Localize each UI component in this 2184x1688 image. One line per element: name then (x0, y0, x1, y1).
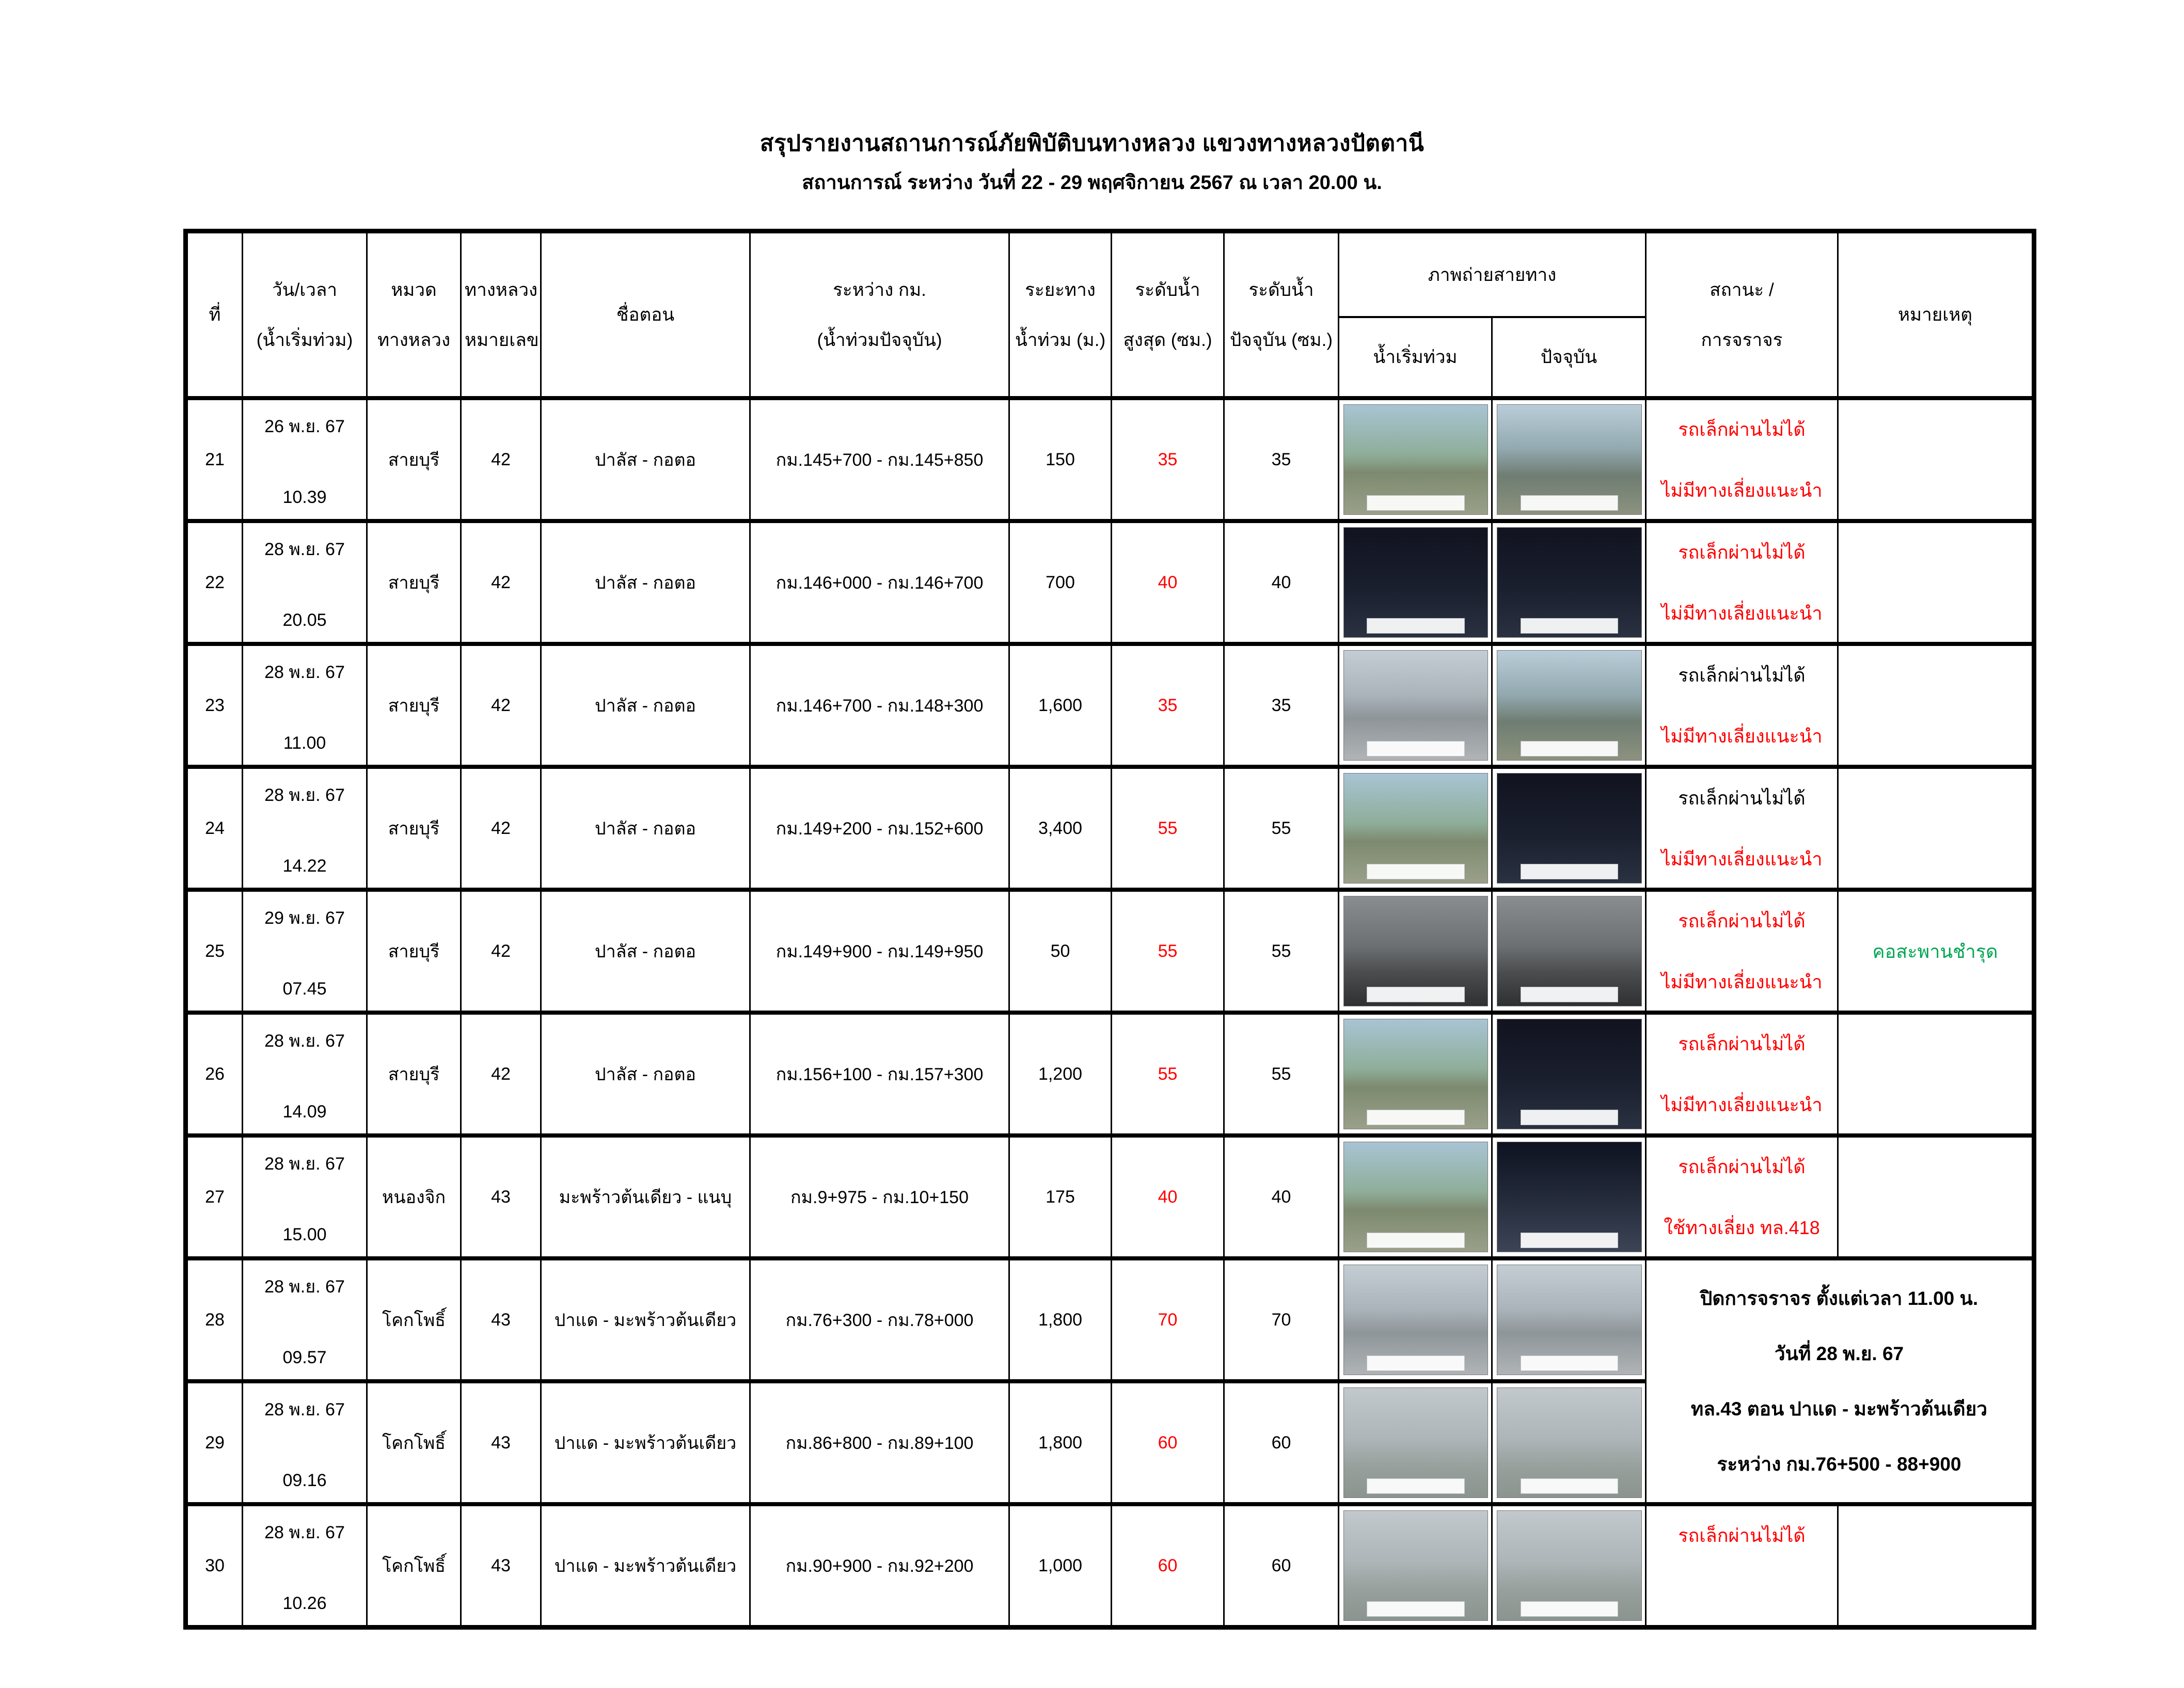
status-line2: ไม่มีทางเลี่ยงแนะนำ (1661, 971, 1823, 992)
cell-no: 24 (186, 767, 243, 890)
status-line1: รถเล็กผ่านไม่ได้ (1678, 541, 1806, 563)
cell-datetime (243, 1258, 367, 1381)
cell-max-level: 60 (1112, 1381, 1224, 1504)
header-distance-l1: ระยะทาง (1025, 279, 1096, 300)
cell-section: ปาลัส - กอตอ (541, 521, 750, 644)
table-row-24 (186, 767, 2034, 890)
closure-line4: ระหว่าง กม.76+500 - 88+900 (1717, 1454, 1961, 1475)
cell-photo-current (1492, 1258, 1646, 1381)
cell-datetime (243, 521, 367, 644)
cell-max-level: 55 (1112, 1013, 1224, 1135)
cell-distance: 50 (1009, 890, 1112, 1013)
cell-current-level: 35 (1224, 398, 1339, 521)
cell-datetime (243, 890, 367, 1013)
flood-current-photo (1497, 1510, 1642, 1621)
flood-current-photo (1497, 650, 1642, 761)
cell-current-level: 40 (1224, 521, 1339, 644)
cell-no: 22 (186, 521, 243, 644)
cell-remark: คอสะพานชำรุด (1838, 890, 2034, 1013)
cell-route: 42 (461, 521, 541, 644)
disaster-report-table (183, 229, 2036, 1630)
time-value: 07.45 (282, 979, 327, 999)
status-line2: ไม่มีทางเลี่ยงแนะนำ (1661, 725, 1823, 747)
time-value: 11.00 (283, 733, 326, 753)
flood-start-photo (1343, 773, 1488, 884)
date-value: 28 พ.ย. 67 (264, 1522, 345, 1542)
cell-district: สายบุรี (367, 1013, 461, 1135)
cell-district: สายบุรี (367, 644, 461, 767)
cell-km: กม.86+800 - กม.89+100 (750, 1381, 1009, 1504)
date-value: 26 พ.ย. 67 (264, 416, 345, 436)
date-value: 28 พ.ย. 67 (264, 1399, 345, 1419)
time-value: 14.09 (282, 1101, 327, 1122)
cell-no: 27 (186, 1135, 243, 1258)
cell-distance: 3,400 (1009, 767, 1112, 890)
header-cur-l1: ระดับน้ำ (1248, 279, 1314, 300)
status-line1: รถเล็กผ่านไม่ได้ (1678, 664, 1806, 686)
cell-max-level: 55 (1112, 767, 1224, 890)
cell-status (1646, 767, 1838, 890)
cell-remark (1838, 398, 2034, 521)
page-subtitle: สถานการณ์ ระหว่าง วันที่ 22 - 29 พฤศจิกายน 2567 ณ เวลา 20.00 น. (802, 172, 1382, 194)
time-value: 20.05 (282, 610, 327, 630)
header-km (750, 231, 1009, 399)
cell-datetime (243, 767, 367, 890)
header-status (1646, 231, 1838, 399)
cell-route: 43 (461, 1258, 541, 1381)
cell-distance: 1,000 (1009, 1504, 1112, 1628)
road-damage-photo (1497, 896, 1642, 1006)
time-value: 10.26 (282, 1593, 327, 1613)
cell-km: กม.90+900 - กม.92+200 (750, 1504, 1009, 1628)
cell-photo-start (1339, 1258, 1492, 1381)
header-max-l2: สูงสุด (ซม.) (1123, 329, 1212, 350)
status-line1: รถเล็กผ่านไม่ได้ (1678, 418, 1806, 440)
cell-distance: 1,800 (1009, 1381, 1112, 1504)
cell-status (1646, 644, 1838, 767)
table-row-25 (186, 890, 2034, 1013)
header-photos-group: ภาพถ่ายสายทาง (1339, 231, 1646, 318)
cell-photo-current (1492, 890, 1646, 1013)
cell-current-level: 40 (1224, 1135, 1339, 1258)
header-distance-l2: น้ำท่วม (ม.) (1015, 329, 1106, 350)
flood-current-photo (1497, 1142, 1642, 1252)
cell-current-level: 55 (1224, 767, 1339, 890)
cell-current-level: 60 (1224, 1381, 1339, 1504)
cell-status (1646, 1013, 1838, 1135)
status-line1: รถเล็กผ่านไม่ได้ (1678, 910, 1806, 932)
header-status-l2: การจราจร (1701, 329, 1783, 350)
flood-start-photo (1343, 1019, 1488, 1129)
header-status-l1: สถานะ / (1710, 279, 1774, 300)
status-line2: ไม่มีทางเลี่ยงแนะนำ (1661, 602, 1823, 624)
cell-section: ปาแด - มะพร้าวต้นเดียว (541, 1381, 750, 1504)
cell-photo-start (1339, 1135, 1492, 1258)
date-value: 28 พ.ย. 67 (264, 1031, 345, 1051)
time-value: 15.00 (282, 1224, 327, 1244)
cell-max-level: 60 (1112, 1504, 1224, 1628)
status-line1: รถเล็กผ่านไม่ได้ (1678, 1524, 1806, 1546)
cell-photo-start (1339, 1381, 1492, 1504)
cell-photo-current (1492, 644, 1646, 767)
cell-district: สายบุรี (367, 521, 461, 644)
cell-km: กม.76+300 - กม.78+000 (750, 1258, 1009, 1381)
cell-section: ปาแด - มะพร้าวต้นเดียว (541, 1258, 750, 1381)
cell-datetime (243, 398, 367, 521)
cell-remark (1838, 521, 2034, 644)
cell-photo-start (1339, 1504, 1492, 1628)
cell-max-level: 55 (1112, 890, 1224, 1013)
cell-no: 30 (186, 1504, 243, 1628)
header-district-l2: ทางหลวง (377, 329, 451, 350)
cell-section: มะพร้าวต้นเดียว - แนบุ (541, 1135, 750, 1258)
header-row-1 (186, 231, 2034, 318)
cell-datetime (243, 1013, 367, 1135)
closure-line3: ทล.43 ตอน ปาแด - มะพร้าวต้นเดียว (1690, 1398, 1988, 1419)
cell-max-level: 40 (1112, 521, 1224, 644)
cell-photo-current (1492, 1504, 1646, 1628)
header-cur-l2: ปัจจุบัน (ซม.) (1230, 329, 1333, 350)
cell-km: กม.146+000 - กม.146+700 (750, 521, 1009, 644)
cell-max-level: 35 (1112, 644, 1224, 767)
date-value: 28 พ.ย. 67 (264, 1154, 345, 1174)
header-current-level (1224, 231, 1339, 399)
cell-route: 43 (461, 1135, 541, 1258)
cell-current-level: 55 (1224, 1013, 1339, 1135)
header-remark: หมายเหตุ (1838, 231, 2034, 399)
cell-max-level: 35 (1112, 398, 1224, 521)
header-max-l1: ระดับน้ำ (1135, 279, 1200, 300)
header-datetime (243, 231, 367, 399)
header-km-l1: ระหว่าง กม. (833, 279, 926, 300)
header-route-l1: ทางหลวง (465, 279, 538, 300)
cell-status (1646, 1504, 1838, 1628)
header-distance (1009, 231, 1112, 399)
cell-photo-current (1492, 1381, 1646, 1504)
cell-remark (1838, 644, 2034, 767)
cell-no: 23 (186, 644, 243, 767)
cell-photo-current (1492, 1013, 1646, 1135)
cell-section: ปาลัส - กอตอ (541, 1013, 750, 1135)
header-photo-start: น้ำเริ่มท่วม (1339, 317, 1492, 398)
cell-photo-current (1492, 767, 1646, 890)
status-line2: ใช้ทางเลี่ยง ทล.418 (1664, 1217, 1820, 1238)
flood-start-photo (1343, 527, 1488, 638)
flood-start-photo (1343, 650, 1488, 761)
header-km-l2: (น้ำท่วมปัจจุบัน) (817, 329, 942, 350)
cell-current-level: 70 (1224, 1258, 1339, 1381)
cell-remark (1838, 1135, 2034, 1258)
cell-road-closure-note (1646, 1258, 2034, 1504)
cell-route: 42 (461, 890, 541, 1013)
cell-section: ปาลัส - กอตอ (541, 890, 750, 1013)
cell-no: 25 (186, 890, 243, 1013)
cell-km: กม.156+100 - กม.157+300 (750, 1013, 1009, 1135)
header-district (367, 231, 461, 399)
closure-line2: วันที่ 28 พ.ย. 67 (1774, 1343, 1904, 1364)
header-datetime-l1: วัน/เวลา (272, 279, 338, 300)
closure-line1: ปิดการจราจร ตั้งแต่เวลา 11.00 น. (1700, 1288, 1979, 1309)
status-line1: รถเล็กผ่านไม่ได้ (1678, 1033, 1806, 1054)
cell-datetime (243, 644, 367, 767)
cell-distance: 1,600 (1009, 644, 1112, 767)
cell-km: กม.9+975 - กม.10+150 (750, 1135, 1009, 1258)
cell-district: โคกโพธิ์ (367, 1258, 461, 1381)
cell-photo-start (1339, 890, 1492, 1013)
date-value: 28 พ.ย. 67 (264, 662, 345, 682)
flood-start-photo (1343, 1510, 1488, 1621)
cell-district: โคกโพธิ์ (367, 1381, 461, 1504)
cell-status (1646, 890, 1838, 1013)
date-value: 28 พ.ย. 67 (264, 539, 345, 559)
cell-district: หนองจิก (367, 1135, 461, 1258)
flood-start-photo (1343, 1265, 1488, 1375)
cell-section: ปาลัส - กอตอ (541, 398, 750, 521)
cell-no: 26 (186, 1013, 243, 1135)
table-row-22 (186, 521, 2034, 644)
header-route-l2: หมายเลข (465, 329, 539, 350)
status-line2: ไม่มีทางเลี่ยงแนะนำ (1661, 1094, 1823, 1115)
flood-current-photo (1497, 773, 1642, 884)
flood-current-photo (1497, 1019, 1642, 1129)
date-value: 28 พ.ย. 67 (264, 785, 345, 805)
cell-no: 21 (186, 398, 243, 521)
header-max-level (1112, 231, 1224, 399)
date-value: 29 พ.ย. 67 (264, 908, 345, 928)
cell-photo-start (1339, 398, 1492, 521)
status-line2: ไม่มีทางเลี่ยงแนะนำ (1661, 848, 1823, 870)
flood-current-photo (1497, 404, 1642, 515)
cell-route: 42 (461, 1013, 541, 1135)
status-line1: รถเล็กผ่านไม่ได้ (1678, 787, 1806, 809)
cell-photo-current (1492, 521, 1646, 644)
time-value: 10.39 (282, 487, 327, 507)
cell-route: 42 (461, 644, 541, 767)
time-value: 14.22 (282, 856, 327, 876)
table-row-28 (186, 1258, 2034, 1381)
cell-photo-start (1339, 644, 1492, 767)
cell-route: 42 (461, 767, 541, 890)
date-value: 28 พ.ย. 67 (264, 1276, 345, 1297)
cell-section: ปาลัส - กอตอ (541, 644, 750, 767)
page-title: สรุปรายงานสถานการณ์ภัยพิบัติบนทางหลวง แขวงทางหลวงปัตตานี (759, 131, 1425, 156)
cell-datetime (243, 1135, 367, 1258)
header-district-l1: หมวด (391, 279, 437, 300)
cell-section: ปาลัส - กอตอ (541, 767, 750, 890)
flood-current-photo (1497, 1387, 1642, 1498)
status-line1: รถเล็กผ่านไม่ได้ (1678, 1156, 1806, 1177)
cell-no: 29 (186, 1381, 243, 1504)
table-row-23 (186, 644, 2034, 767)
table-row-26 (186, 1013, 2034, 1135)
cell-max-level: 70 (1112, 1258, 1224, 1381)
cell-km: กม.149+200 - กม.152+600 (750, 767, 1009, 890)
table-row-21 (186, 398, 2034, 521)
cell-max-level: 40 (1112, 1135, 1224, 1258)
cell-status (1646, 521, 1838, 644)
road-damage-photo (1343, 896, 1488, 1006)
cell-current-level: 55 (1224, 890, 1339, 1013)
cell-remark (1838, 1013, 2034, 1135)
cell-distance: 1,800 (1009, 1258, 1112, 1381)
table-row-30 (186, 1504, 2034, 1628)
flood-start-photo (1343, 404, 1488, 515)
cell-section: ปาแด - มะพร้าวต้นเดียว (541, 1504, 750, 1628)
road-closure-note (1650, 1283, 2029, 1479)
header-section: ชื่อตอน (541, 231, 750, 399)
flood-start-photo (1343, 1142, 1488, 1252)
status-line2: ไม่มีทางเลี่ยงแนะนำ (1661, 479, 1823, 501)
cell-district: สายบุรี (367, 890, 461, 1013)
header-datetime-l2: (น้ำเริ่มท่วม) (256, 329, 353, 350)
cell-photo-start (1339, 767, 1492, 890)
time-value: 09.57 (282, 1347, 327, 1367)
cell-distance: 1,200 (1009, 1013, 1112, 1135)
cell-distance: 700 (1009, 521, 1112, 644)
cell-district: สายบุรี (367, 767, 461, 890)
flood-start-photo (1343, 1387, 1488, 1498)
cell-remark (1838, 1504, 2034, 1628)
cell-current-level: 35 (1224, 644, 1339, 767)
cell-distance: 175 (1009, 1135, 1112, 1258)
header-route-no (461, 231, 541, 399)
flood-current-photo (1497, 1265, 1642, 1375)
cell-no: 28 (186, 1258, 243, 1381)
cell-status (1646, 1135, 1838, 1258)
flood-current-photo (1497, 527, 1642, 638)
cell-km: กม.145+700 - กม.145+850 (750, 398, 1009, 521)
cell-route: 43 (461, 1504, 541, 1628)
cell-status (1646, 398, 1838, 521)
cell-photo-start (1339, 1013, 1492, 1135)
cell-district: โคกโพธิ์ (367, 1504, 461, 1628)
cell-datetime (243, 1381, 367, 1504)
header-no: ที่ (186, 231, 243, 399)
cell-route: 43 (461, 1381, 541, 1504)
cell-photo-current (1492, 1135, 1646, 1258)
cell-km: กม.146+700 - กม.148+300 (750, 644, 1009, 767)
cell-route: 42 (461, 398, 541, 521)
cell-datetime (243, 1504, 367, 1628)
cell-current-level: 60 (1224, 1504, 1339, 1628)
cell-distance: 150 (1009, 398, 1112, 521)
cell-photo-start (1339, 521, 1492, 644)
cell-district: สายบุรี (367, 398, 461, 521)
cell-photo-current (1492, 398, 1646, 521)
table-row-27 (186, 1135, 2034, 1258)
header-photo-current: ปัจจุบัน (1492, 317, 1646, 398)
cell-km: กม.149+900 - กม.149+950 (750, 890, 1009, 1013)
time-value: 09.16 (282, 1470, 327, 1490)
cell-remark (1838, 767, 2034, 890)
